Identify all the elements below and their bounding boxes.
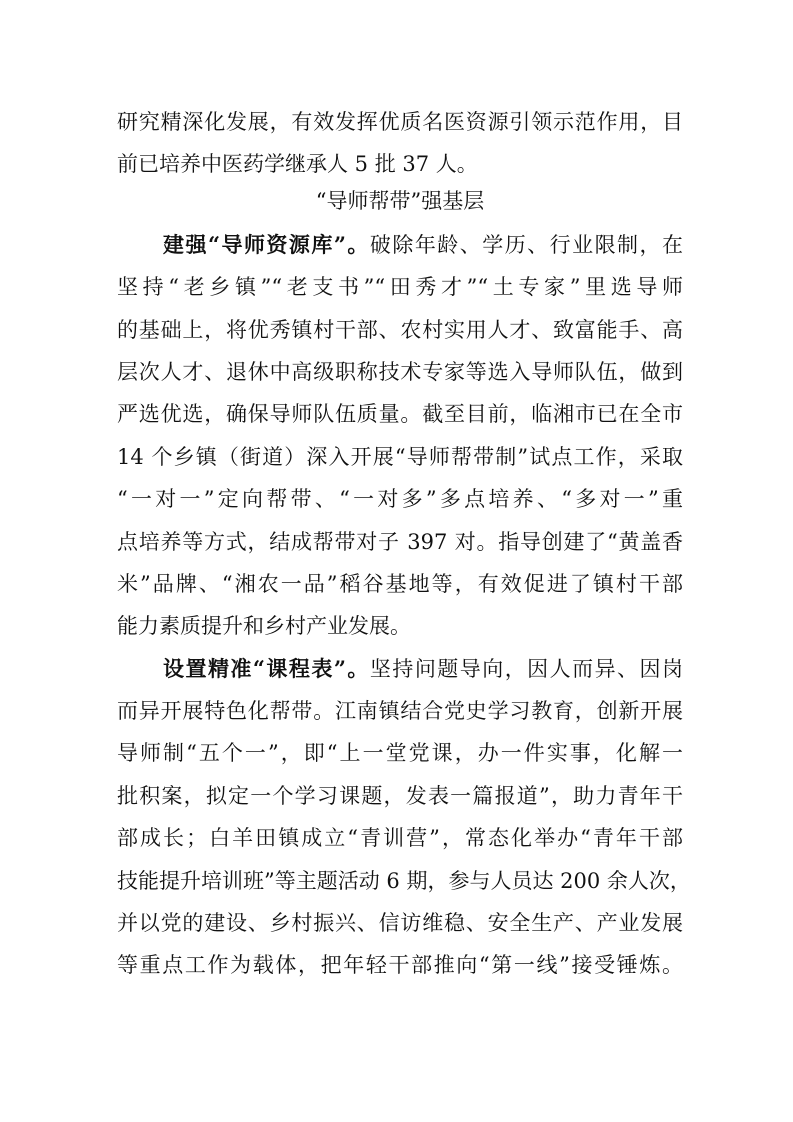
text-line: [117, 224, 683, 266]
text-line: 层次人才、退休中高级职称技术专家等选入导师队伍，做到: [117, 359, 683, 384]
text-line: 研究精深化发展，有效发挥优质名医资源引领示范作用，目: [117, 110, 683, 134]
text-line: 技能提升培训班”等主题活动 6 期，参与人员达 200 余人次，: [117, 868, 691, 893]
text-line: 批积案，拟定一个学习课题，发表一篇报道”，助力青年干: [117, 783, 683, 808]
section-heading: “导师帮带”强基层: [315, 188, 485, 213]
document-page: [117, 101, 691, 987]
paragraph-lead: 设置精准“课程表”。: [163, 655, 370, 681]
text-line: 部成长；白羊田镇成立“青训营”，常态化举办“青年干部: [117, 826, 683, 851]
text-line: 而异开展特色化帮带。江南镇结合党史学习教育，创新开展: [117, 699, 683, 724]
text-line: 的基础上，将优秀镇村干部、农村实用人才、致富能手、高: [117, 317, 683, 342]
paragraph-lead: 建强“导师资源库”。: [163, 231, 370, 257]
text-line: “一对一”定向帮带、“一对多”多点培养、“多对一”重: [117, 487, 683, 512]
paragraph-mentor-pool: [117, 224, 683, 648]
text-span: 破除年龄、学历、行业限制，在: [369, 232, 683, 257]
text-line: 14 个乡镇（街道）深入开展“导师帮带制”试点工作，采取: [117, 444, 683, 469]
text-line: 点培养等方式，结成帮带对子 397 对。指导创建了“黄盖香: [117, 529, 683, 554]
text-line: 并以党的建设、乡村振兴、信访维稳、安全生产、产业发展: [117, 911, 683, 936]
text-line: 严选优选，确保导师队伍质量。截至目前，临湘市已在全市: [117, 402, 683, 427]
text-line: [117, 648, 683, 690]
text-line: 米”品牌、“湘农一品”稻谷基地等，有效促进了镇村干部: [117, 571, 683, 596]
text-line: 能力素质提升和乡村产业发展。: [117, 614, 411, 639]
text-line: 前已培养中医药学继承人 5 批 37 人。: [117, 152, 478, 177]
text-line: 导师制“五个一”，即“上一堂党课，办一件实事，化解一: [117, 741, 683, 766]
text-line: 等重点工作为载体，把年轻干部推向“第一线”接受锤炼。: [117, 953, 683, 978]
paragraph-course-schedule: [117, 648, 691, 987]
text-span: 坚持问题导向，因人而异、因岗: [369, 656, 683, 681]
text-line: 坚持“老乡镇”“老支书”“田秀才”“土专家”里选导师: [117, 275, 683, 300]
